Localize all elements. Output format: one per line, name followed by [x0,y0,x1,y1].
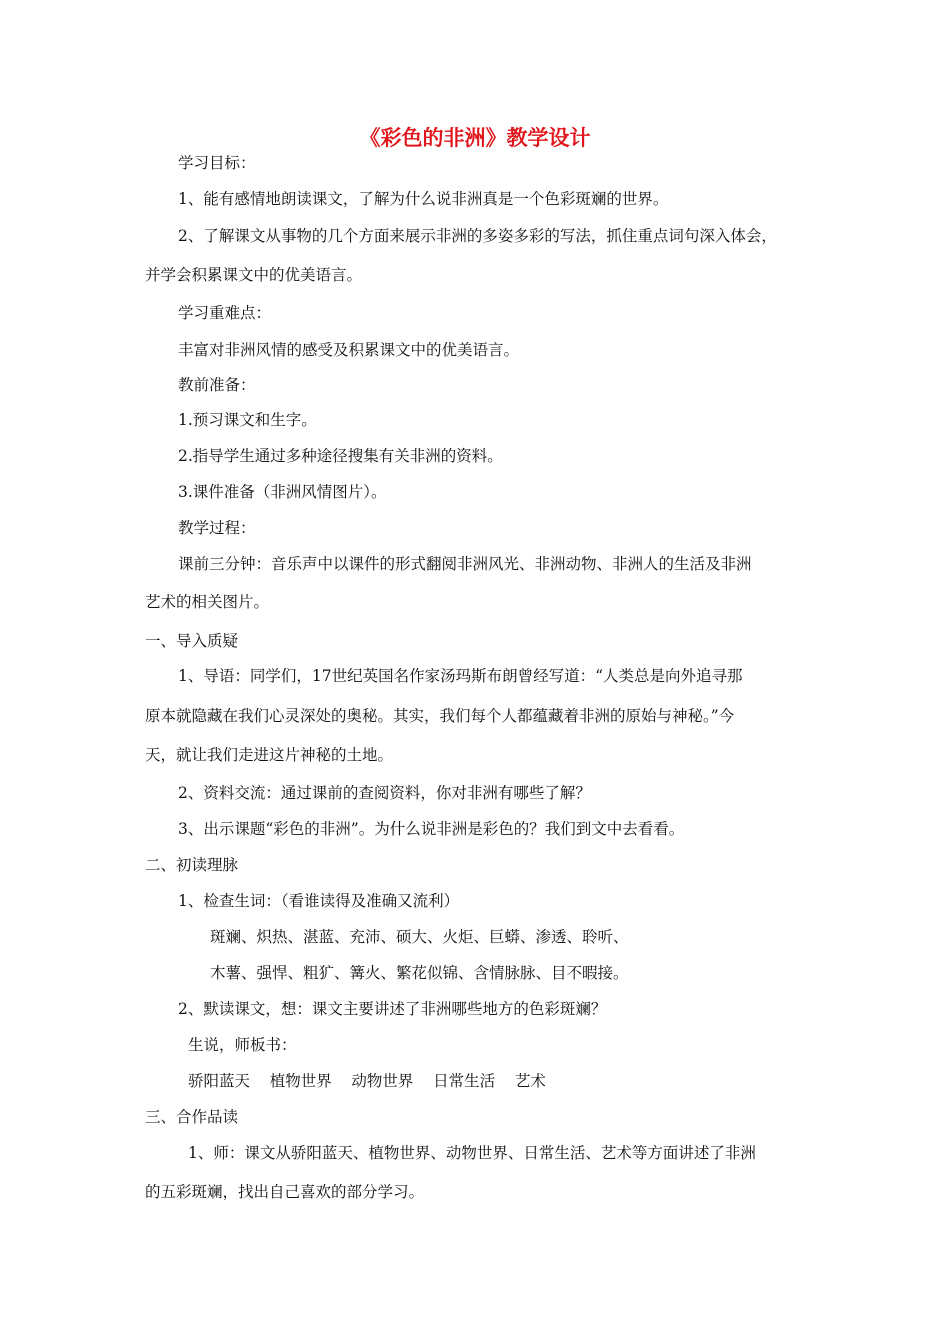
paragraph-line: 艺术的相关图片。 [145,593,270,611]
paragraph-line: 原本就隐藏在我们心灵深处的奥秘。其实，我们每个人都蕴藏着非洲的原始与神秘。”今 [145,707,735,725]
paragraph-line: 2.指导学生通过多种途径搜集有关非洲的资料。 [178,447,503,465]
section-heading-intro: 一、导入质疑 [145,632,239,650]
paragraph-line: 2、默读课文，想：课文主要讲述了非洲哪些地方的色彩斑斓？ [178,1000,607,1018]
board-notes-line: 骄阳蓝天 植物世界 动物世界 日常生活 艺术 [188,1072,546,1090]
paragraph-line: 1、检查生词：（看谁读得及准确又流利） [178,892,460,910]
section-heading-cooperative-reading: 三、合作品读 [145,1108,239,1126]
section-heading-first-reading: 二、初读理脉 [145,856,239,874]
section-heading-preparation: 教前准备： [178,376,256,394]
paragraph-line: 并学会积累课文中的优美语言。 [145,266,363,284]
paragraph-line: 课前三分钟：音乐声中以课件的形式翻阅非洲风光、非洲动物、非洲人的生活及非洲 [178,555,752,573]
paragraph-line: 2、资料交流：通过课前的查阅资料，你对非洲有哪些了解？ [178,784,591,802]
vocabulary-line: 木薯、强悍、粗犷、篝火、繁花似锦、含情脉脉、目不暇接。 [210,964,629,982]
document-title: 《彩色的非洲》教学设计 [359,126,591,150]
paragraph-line: 天，就让我们走进这片神秘的土地。 [145,746,394,764]
paragraph-line: 丰富对非洲风情的感受及积累课文中的优美语言。 [178,341,520,359]
paragraph-line: 1、师：课文从骄阳蓝天、植物世界、动物世界、日常生活、艺术等方面讲述了非洲 [188,1144,756,1162]
paragraph-line: 3.课件准备（非洲风情图片）。 [178,483,387,501]
vocabulary-line: 斑斓、炽热、湛蓝、充沛、硕大、火炬、巨蟒、渗透、聆听、 [210,928,629,946]
paragraph-line: 1、能有感情地朗读课文，了解为什么说非洲真是一个色彩斑斓的世界。 [178,190,669,208]
section-heading-key-points: 学习重难点： [178,304,272,322]
paragraph-line: 3、出示课题“彩色的非洲”。为什么说非洲是彩色的？我们到文中去看看。 [178,820,685,838]
section-heading-objectives: 学习目标： [178,154,256,172]
paragraph-line: 生说，师板书： [188,1036,297,1054]
section-heading-process: 教学过程： [178,519,256,537]
paragraph-line: 1.预习课文和生字。 [178,411,317,429]
paragraph-line: 1、导语：同学们，17世纪英国名作家汤玛斯布朗曾经写道：“人类总是向外追寻那 [178,667,743,685]
paragraph-line: 2、了解课文从事物的几个方面来展示非洲的多姿多彩的写法，抓住重点词句深入体会， [178,227,777,245]
paragraph-line: 的五彩斑斓，找出自己喜欢的部分学习。 [145,1183,425,1201]
